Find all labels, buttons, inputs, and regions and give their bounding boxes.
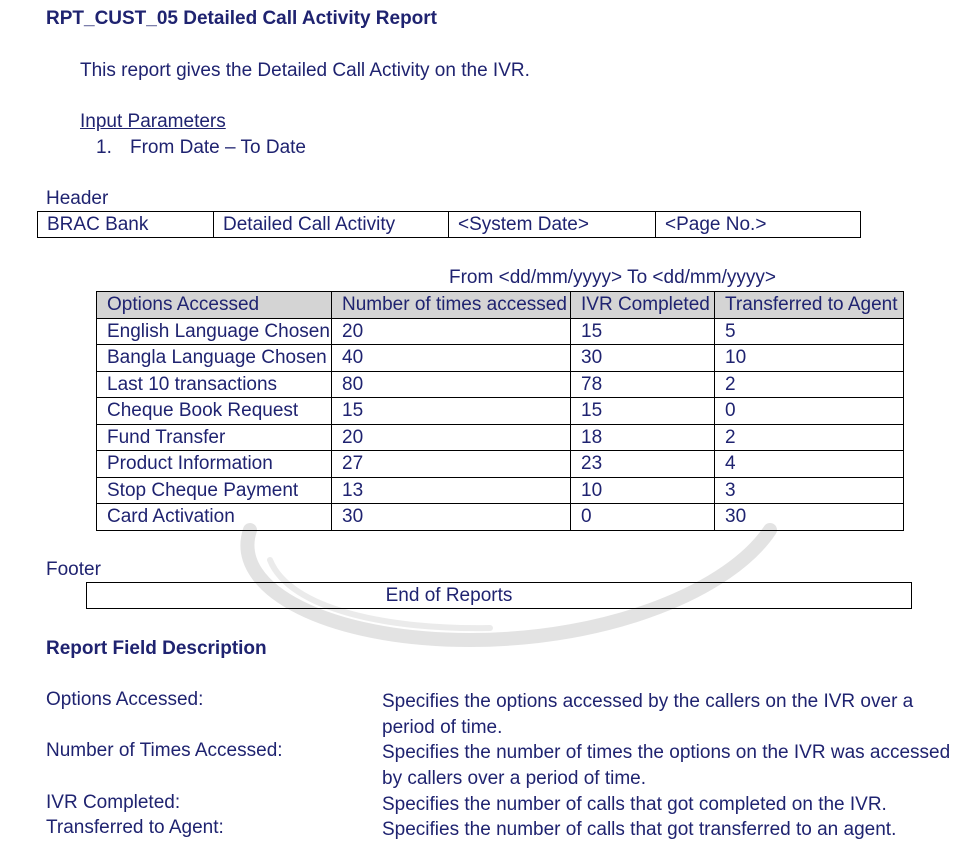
table-cell: 0	[715, 398, 904, 425]
list-number: 1.	[96, 137, 112, 158]
field-definition: Specifies the options accessed by the callers on the IVR over a period of time.	[382, 691, 914, 738]
table-cell: Last 10 transactions	[97, 371, 332, 398]
list-label: From Date – To Date	[130, 137, 307, 158]
table-cell: 15	[571, 318, 715, 345]
field-term: IVR Completed:	[46, 792, 181, 813]
table-cell: 10	[571, 477, 715, 504]
table-row	[97, 504, 904, 531]
table-row	[97, 345, 904, 372]
field-definition: Specifies the number of times the options on the IVR was accessed by callers over a period of time.	[382, 742, 951, 789]
footer-label: Footer	[46, 559, 101, 580]
table-row	[97, 371, 904, 398]
table-cell: 4	[715, 451, 904, 478]
table-cell: 30	[332, 504, 571, 531]
table-cell: 80	[332, 371, 571, 398]
table-cell: Stop Cheque Payment	[97, 477, 332, 504]
header-table	[37, 211, 861, 238]
table-cell: 2	[715, 424, 904, 451]
table-cell: 0	[571, 504, 715, 531]
table-cell: 2	[715, 371, 904, 398]
table-cell: 10	[715, 345, 904, 372]
table-cell: 40	[332, 345, 571, 372]
field-definition: Specifies the number of calls that got transferred to an agent.	[382, 819, 897, 840]
table-row	[97, 318, 904, 345]
table-cell: Bangla Language Chosen	[97, 345, 332, 372]
column-header: Transferred to Agent	[715, 292, 904, 319]
header-cell-report-name: Detailed Call Activity	[214, 212, 449, 237]
input-parameters-heading: Input Parameters	[80, 111, 226, 132]
table-cell: Product Information	[97, 451, 332, 478]
header-cell-page-no: <Page No.>	[665, 214, 767, 235]
header-cell-system-date: <System Date>	[449, 212, 656, 237]
table-cell: 23	[571, 451, 715, 478]
report-title: RPT_CUST_05 Detailed Call Activity Report	[46, 8, 438, 29]
header-label: Header	[46, 188, 109, 209]
table-cell: 30	[571, 345, 715, 372]
table-cell: 20	[332, 318, 571, 345]
table-cell: Fund Transfer	[97, 424, 332, 451]
date-range: From <dd/mm/yyyy> To <dd/mm/yyyy>	[449, 267, 776, 288]
table-cell: 15	[332, 398, 571, 425]
table-row	[97, 451, 904, 478]
field-term: Transferred to Agent:	[46, 817, 224, 838]
field-term: Options Accessed:	[46, 689, 204, 710]
table-cell: 15	[571, 398, 715, 425]
footer-box: End of Reports	[86, 582, 912, 609]
header-cell-bank: BRAC Bank	[38, 212, 214, 237]
field-definition: Specifies the number of calls that got completed on the IVR.	[382, 794, 887, 815]
table-cell: 20	[332, 424, 571, 451]
table-cell: 3	[715, 477, 904, 504]
table-cell: 13	[332, 477, 571, 504]
column-header: Options Accessed	[97, 292, 332, 319]
table-row	[97, 424, 904, 451]
table-header-row	[97, 292, 904, 319]
input-parameter-item	[96, 137, 306, 159]
table-cell: 78	[571, 371, 715, 398]
table-cell: 27	[332, 451, 571, 478]
table-row	[97, 477, 904, 504]
report-intro: This report gives the Detailed Call Activity on the IVR.	[80, 60, 530, 81]
field-term: Number of Times Accessed:	[46, 740, 283, 761]
table-cell: English Language Chosen	[97, 318, 332, 345]
column-header: Number of times accessed	[332, 292, 571, 319]
table-cell: 30	[715, 504, 904, 531]
table-row	[97, 398, 904, 425]
field-description-title: Report Field Description	[46, 638, 267, 659]
table-cell: 18	[571, 424, 715, 451]
table-cell: 5	[715, 318, 904, 345]
call-activity-table	[96, 291, 904, 531]
table-cell: Cheque Book Request	[97, 398, 332, 425]
table-cell: Card Activation	[97, 504, 332, 531]
column-header: IVR Completed	[571, 292, 715, 319]
